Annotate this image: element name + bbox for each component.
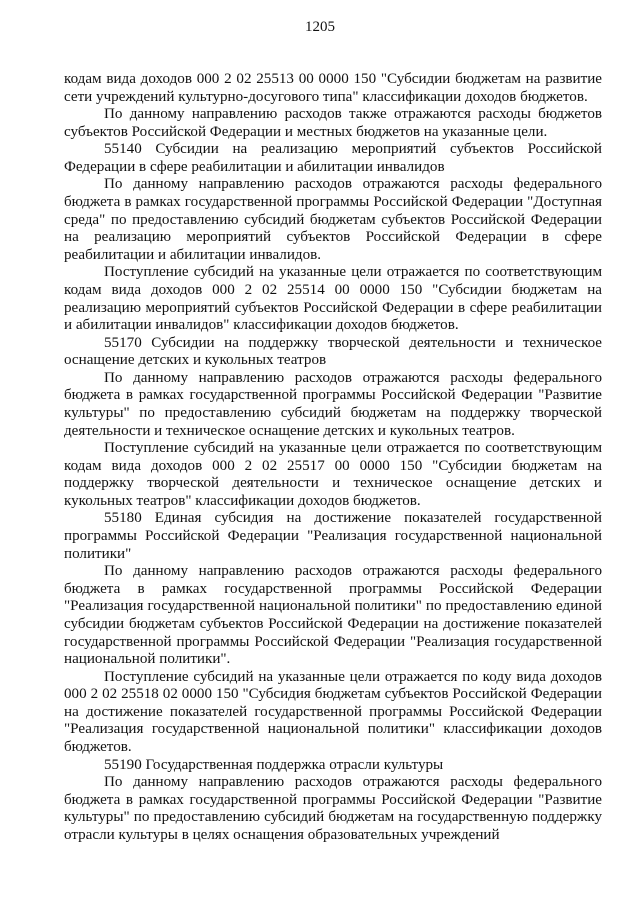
paragraph-55140-revenue: Поступление субсидий на указанные цели отражается по соответствующим кодам вида доходов 000 2 02 25514 00 0000 150 "Субсидии бюджетам на реализацию мероприятий субъектов Российской Федерации в сфере реабилитации и абилитации инвалидов" классификации доходов бюджетов. xyxy=(64,264,602,334)
section-heading-55180: 55180 Единая субсидия на достижение показателей государственной программы Российской Федерации "Реализация государственной национальной политики" xyxy=(64,510,602,562)
paragraph-continuation: кодам вида доходов 000 2 02 25513 00 0000 150 "Субсидии бюджетам на развитие сети учреждений культурно-досугового типа" классификации доходов бюджетов. xyxy=(64,71,602,105)
page-number: 1205 xyxy=(305,19,335,35)
paragraph-55180-revenue: Поступление субсидий на указанные цели отражается по коду вида доходов 000 2 02 25518 02 0000 150 "Субсидия бюджетам субъектов Российской Федерации на достижение показателей государственной программы Российской Федерации "Реализация государственной национальной политики" классификации доходов бюджетов. xyxy=(64,668,602,755)
section-heading-55170: 55170 Субсидии на поддержку творческой деятельности и техническое оснащение детских и кукольных театров xyxy=(64,334,602,369)
paragraph-55170-description: По данному направлению расходов отражаются расходы федерального бюджета в рамках государственной программы Российской Федерации "Развитие культуры" по предоставлению субсидий бюджетам на поддержку творческой деятельности и техническое оснащение детских и кукольных театров. xyxy=(64,369,602,439)
document-body xyxy=(64,71,602,844)
paragraph-note: По данному направлению расходов также отражаются расходы бюджетов субъектов Российской Федерации и местных бюджетов на указанные цели. xyxy=(64,106,602,140)
paragraph-55190-description: По данному направлению расходов отражаются расходы федерального бюджета в рамках государственной программы Российской Федерации "Развитие культуры" по предоставлению субсидий бюджетам на государственную поддержку отрасли культуры в целях оснащения образовательных учреждений xyxy=(64,774,602,843)
paragraph-55180-description: По данному направлению расходов отражаются расходы федерального бюджета в рамках государственной программы Российской Федерации "Реализация государственной национальной политики" по предоставлению единой субсидии бюджетам субъектов Российской Федерации на достижение показателей государственной программы Российской Федерации "Реализация государственной национальной политики". xyxy=(64,563,602,668)
section-heading-55190: 55190 Государственная поддержка отрасли культуры xyxy=(104,756,444,773)
section-heading-55140: 55140 Субсидии на реализацию мероприятий субъектов Российской Федерации в сфере реабилитации и абилитации инвалидов xyxy=(64,141,602,175)
paragraph-55170-revenue: Поступление субсидий на указанные цели отражается по соответствующим кодам вида доходов 000 2 02 25517 00 0000 150 "Субсидии бюджетам на поддержку творческой деятельности и техническое оснащение детских и кукольных театров" классификации доходов бюджетов. xyxy=(64,440,602,509)
paragraph-55140-description: По данному направлению расходов отражаются расходы федерального бюджета в рамках государственной программы Российской Федерации "Доступная среда" по предоставлению субсидий бюджетам субъектов Российской Федерации на реализацию мероприятий субъектов Российской Федерации в сфере реабилитации и абилитации инвалидов. xyxy=(64,176,602,263)
